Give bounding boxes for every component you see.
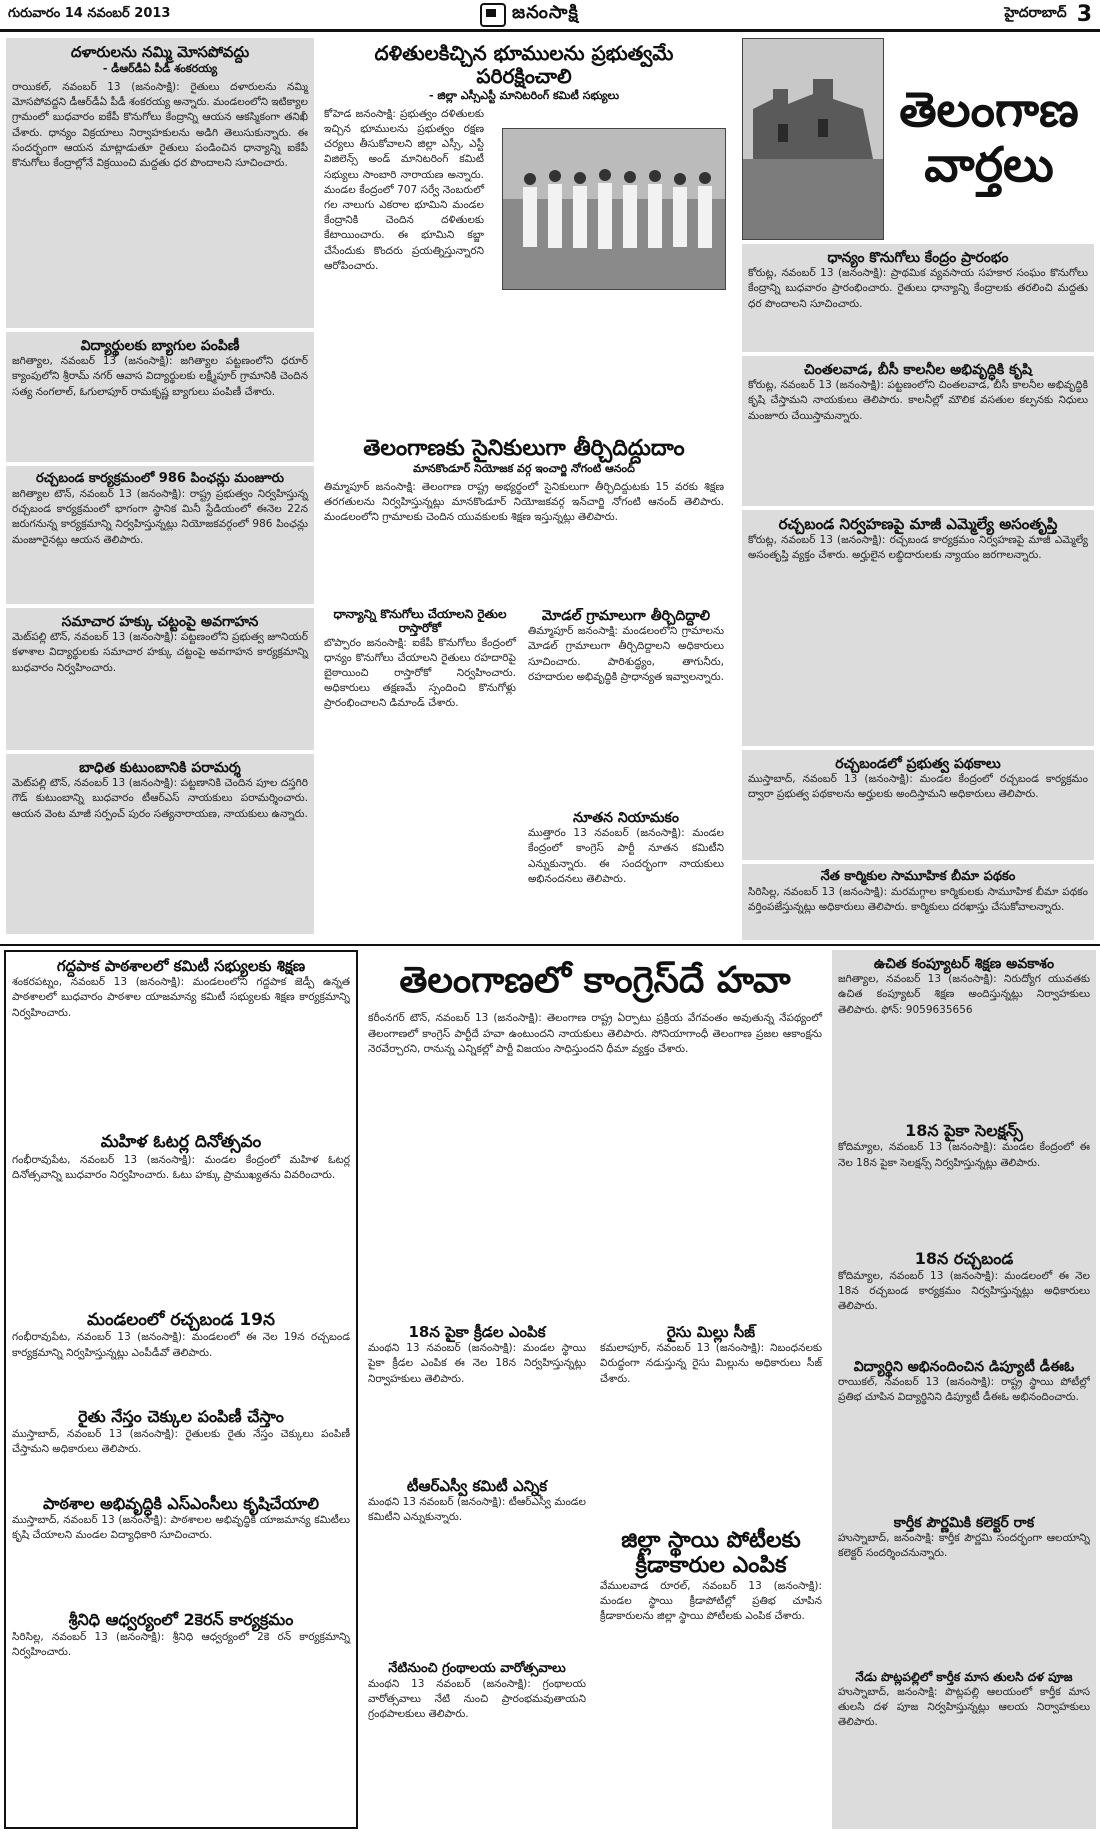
article-body: కోహెడ జనంసాక్షి: ప్రభుత్వం దళితులకు ఇచ్చిన భూములను ప్రభుత్వం రక్షణ చర్యలు తీసుకోవాలని జిల్లా ఎస్సీ, ఎస్టీ విజిలెన్స్ అండ్ మానిటరింగ్ కమిటీ సభ్యులు సాంబారి నారాయణ అన్నారు. మండల కేంద్రంలో 707 సర్వే నెంబరులో గల నాలుగు ఎకరాల భూమిని మండల కేంద్రానికి చెందిన దళితులకు కేటాయించారు. ఈ భూమిని కబ్జా చేసేందుకు కొందరు ప్రయత్నిస్తున్నారని ఆరోపించారు. <box>324 107 484 272</box>
article-body: గంభీరావుపేట, నవంబర్ 13 (జనంసాక్షి): మండల కేంద్రంలో మహిళ ఓటర్ల దినోత్సవాన్ని బుధవారం నిర్వహించారు. ఓటు హక్కు ప్రాముఖ్యతను వివరించారు. <box>12 1153 350 1182</box>
article-headline: నేత కార్మికుల సామూహిక బీమా పథకం <box>820 869 1016 884</box>
article-headline: 18న పైకా సెలక్షన్స్ <box>905 1121 1023 1141</box>
article-bags-distribution <box>6 332 314 462</box>
article-model-villages <box>524 604 728 804</box>
article-headline: ధాన్యం కొనుగోలు కేంద్రం ప్రారంభం <box>827 250 1009 266</box>
article-headline: రైతు నేస్తం చెక్కుల పంపిణీ చేస్తాం <box>78 1407 284 1427</box>
article-body: హుస్నాబాద్, జనంసాక్షి: పొట్లపల్లి ఆలయంలో కార్తీక మాస తులసి దళ పూజ నిర్వహిస్తున్నట్లు ఆలయ నిర్వాహకులు తెలిపారు. <box>838 1685 1090 1729</box>
article-headline: టీఆర్ఎస్వీ కమిటీ ఎన్నిక <box>406 1477 548 1495</box>
article-headline: తెలంగాణకు సైనికులుగా తీర్చిదిద్దుదాం <box>363 436 685 461</box>
article-body: కోదిమ్యాల, నవంబర్ 13 (జనంసాక్షి): మండలంలో ఈ నెల 18న రచ్చబండ కార్యక్రమం నిర్వహిస్తున్నట్లు అధికారులు తెలిపారు. <box>838 1269 1090 1313</box>
article-body: ముస్తాబాద్, నవంబర్ 13 (జనంసాక్షి): రైతులకు రైతు నేస్తం చెక్కులు పంపిణీ చేస్తామని అధికారులు తెలిపారు. <box>12 1427 350 1455</box>
article-body: కమలాపూర్, నవంబర్ 13 (జనంసాక్షి): నిబంధనలకు విరుద్ధంగా నడుస్తున్న రైసు మిల్లును అధికారులు సీజ్ చేశారు. <box>600 1342 822 1385</box>
article-headline: కార్తీక పౌర్ణమికి కలెక్టర్ రాక <box>893 1514 1035 1531</box>
article-grain-dealers <box>6 38 314 328</box>
article-trsv-committee <box>364 1474 590 1654</box>
article-body: సిరిసిల్ల, నవంబర్ 13 (జనంసాక్షి): మరమగ్గాల కార్మికులకు సామూహిక బీమా పథకం వర్తింపజేస్తున్నట్లు అధికారులు తెలిపారు. కార్మికులు దరఖాస్తు చేసుకోవాలన్నారు. <box>748 885 1088 914</box>
article-body: మెట్‌పల్లి టౌన్, నవంబర్ 13 (జనంసాక్షి): పట్టణానికి చెందిన పూల దస్తగిరి గౌడ్ కుటుంబాన్ని బుధవారం టీఆర్ఎస్ నాయకులు పరామర్శించారు. ఆయన వెంట మాజీ సర్పంచ్ పురం సత్యనారాయణ, నాయకులు ఉన్నారు. <box>12 777 308 820</box>
article-headline: తెలంగాణలో కాంగ్రెస్‌దే హవా <box>399 960 791 1001</box>
article-grain-center-open <box>742 244 1094 352</box>
article-body: కోరుట్ల, నవంబర్ 13 (జనంసాక్షి): రచ్చబండ కార్యక్రమం నిర్వహణపై మాజీ ఎమ్మెల్యే అసంతృప్తి వ్యక్తం చేశారు. అర్హులైన లబ్ధిదారులకు న్యాయం జరగాలన్నారు. <box>748 534 1088 562</box>
article-headline: మోడల్ గ్రామాలుగా తీర్చిదిద్దాలి <box>541 608 711 624</box>
article-headline: 18న రచ్చబండ <box>914 1249 1014 1269</box>
article-headline: మహిళ ఓటర్ల దినోత్సవం <box>100 1132 262 1153</box>
article-body: కోదిమ్యాల, నవంబర్ 13 (జనంసాక్షి): మండల కేంద్రంలో ఈ నెల 18న పైకా సెలక్షన్స్ నిర్వహిస్తున్నట్లు తెలిపారు. <box>838 1141 1090 1169</box>
article-headline: 18న పైకా క్రీడల ఎంపిక <box>408 1323 546 1341</box>
article-body: మంథని 13 నవంబర్ (జనంసాక్షి): గ్రంథాలయ వారోత్సవాలు నేటి నుంచి ప్రారంభమవుతాయని గ్రంథపాలకులు తెలిపారు. <box>368 1677 586 1721</box>
article-body: జగిత్యాల, నవంబర్ 13 (జనంసాక్షి): జగిత్యాల పట్టణంలోని ధరూర్ క్యాంపులోని శ్రీరామ్ నగర్ ఆవాస విద్యార్థులకు లక్ష్మీపూర్ గ్రామానికి చెందిన సత్య నంగలాల్, ఓగులాపూర్ రామకృష్ణ బ్యాగులు పంపిణీ చేశారు. <box>12 355 308 398</box>
article-body: శంకరపట్నం, నవంబర్ 13 (జనంసాక్షి): మండలంలోని గద్దపాక జెడ్పీ ఉన్నత పాఠశాలలో బుధవారం పాఠశాల యాజమాన్య కమిటీ సభ్యులకు శిక్షణ కార్యక్రమాన్ని నిర్వహించారు. <box>12 976 350 1019</box>
article-headline: గద్దపాక పాఠశాలలో కమిటీ సభ్యులకు శిక్షణ <box>56 957 306 975</box>
masthead-logo-icon <box>480 3 506 27</box>
article-headline: విద్యార్థులకు బ్యాగుల పంపిణీ <box>80 338 240 354</box>
article-headline: నేటినుంచి గ్రంథాలయ వారోత్సవాలు <box>388 1661 566 1676</box>
page-number: 3 <box>1076 2 1092 27</box>
article-headline: రచ్చబండ కార్యక్రమంలో 986 పింఛన్లు మంజూరు <box>36 471 284 486</box>
article-body: తిమ్మాపూర్ జనంసాక్షి: తెలంగాణ రాష్ట్ర అభ్యర్థంలో సైనికులుగా తీర్చిదిద్దుటకు 15 వరకు శిక్షణ తరగతులను నిర్వహిస్తున్నట్లు మానకొండూర్ నియోజకవర్గ ఇన్‌చార్జి నోగంటి ఆనంద్ తెలిపారు. మండలంలోని గ్రామాలకు చెందిన యువకులకు శిక్షణ ఇస్తున్నట్లు తెలిపారు. <box>324 480 724 524</box>
edition-city: హైదరాబాద్ <box>1004 5 1067 21</box>
article-body: జగిత్యాల టౌన్, నవంబర్ 13 (జనంసాక్షి): రాష్ట్ర ప్రభుత్వం నిర్వహిస్తున్న రచ్చబండ కార్యక్రమంలో భాగంగా స్థానిక మినీ స్టేడియంలో ఈనెల 22న జరుగనున్న కార్యక్రమాన్ని నిర్వహిస్తున్నట్లు నియోజకవర్గంలో 986 పింఛన్లు మంజూరైనట్లు ఆయన తెలిపారు. <box>12 487 308 546</box>
article-weavers-insurance <box>742 864 1094 940</box>
article-paika-sports <box>364 1320 590 1470</box>
article-body: గంభీరావుపేట, నవంబర్ 13 (జనంసాక్షి): మండలంలో ఈ నెల 19న రచ్చబండ కార్యక్రమాన్ని నిర్వహిస్తున్నట్లు ఎంపీడీవో తెలిపారు. <box>12 1331 350 1359</box>
article-body: హుస్నాబాద్, జనంసాక్షి: కార్తీక పౌర్ణమి సందర్భంగా ఆలయాన్ని కలెక్టర్ సందర్శించనున్నారు. <box>838 1532 1090 1560</box>
article-body: రాయికల్, నవంబర్ 13 (జనంసాక్షి): రాష్ట్ర స్థాయి పోటీల్లో ప్రతిభ చూపిన విద్యార్థినిని డిప్యూటీ డీఈఓ అభినందించారు. <box>838 1375 1090 1404</box>
article-subhead: - జిల్లా ఎస్సీఎస్టీ మానిటరింగ్ కమిటీ సభ్యులు <box>428 89 620 102</box>
article-congress-wave <box>364 950 826 1320</box>
article-headline: సమాచార హక్కు చట్టంపై అవగాహన <box>61 614 259 630</box>
article-body: వేములవాడ రూరల్, నవంబర్ 13 (జనంసాక్షి): మండల స్థాయి క్రీడాపోటీల్లో ప్రతిభ చూపిన క్రీడాకారులను జిల్లా స్థాయి పోటీలకు ఎంపిక చేశారు. <box>600 1579 822 1623</box>
article-body: కరీంనగర్ టౌన్, నవంబర్ 13 (జనంసాక్షి): తెలంగాణ రాష్ట్ర ఏర్పాటు ప్రక్రియ వేగవంతం అవుతున్న నేపథ్యంలో తెలంగాణలో కాంగ్రెస్ పార్టీదే హవా ఉంటుందని నాయకులు తెలిపారు. సోనియాగాంధీ తెలంగాణ ప్రజల ఆకాంక్షను నెరవేర్చారని, రానున్న ఎన్నికల్లో పార్టీ విజయం సాధిస్తుందని ధీమా వ్యక్తం చేశారు. <box>368 1012 822 1055</box>
article-headline: రైసు మిల్లు సీజ్ <box>666 1323 756 1341</box>
fort-ruins-icon <box>743 39 883 239</box>
article-body: కోరుట్ల, నవంబర్ 13 (జనంసాక్షి): పట్టణంలోని చింతలవాడ, బీసీ కాలనీల అభివృద్ధికి కృషి చేస్తామని నాయకులు తెలిపారు. కాలనీల్లో మౌలిక వసతుల కల్పనకు నిధులు మంజూరు చేయిస్తామన్నారు. <box>748 379 1088 422</box>
article-headline: పాఠశాల అభివృద్ధికి ఎస్ఎంసీలు కృషిచేయాలి <box>43 1493 319 1513</box>
article-headline: ఉచిత కంప్యూటర్ శిక్షణ అవకాశం <box>873 956 1055 972</box>
group-photo-icon <box>503 129 725 289</box>
article-pensions-sanctioned <box>6 466 314 604</box>
article-body: రాయికల్, నవంబర్ 13 (జనంసాక్షి): రైతులు దళారులను నమ్మి మోసపోవద్దని డీఆర్‌డీఏ పీడీ శంకరయ్య అన్నారు. మండలంలోని ఇటిక్యాల గ్రామంలో బుధవారం ఐకేపీ కొనుగోలు కేంద్రాన్ని ఆయన ఆకస్మికంగా తనిఖీ చేశారు. ధాన్యం విక్రయాలు నిర్వాహకులను అడిగి తెలుసుకున్నారు. ఈ సందర్భంగా ఆయన మాట్లాడుతూ రైతులు పండించిన ధాన్యాన్ని ఐకేపీ కొనుగోలు కేంద్రాల్లోనే విక్రయించి మద్దతు ధర పొందాలని సూచించారు. <box>12 80 308 169</box>
masthead-title: జనంసాక్షి <box>512 2 579 23</box>
article-headline: రచ్చబండలో ప్రభుత్వ పథకాలు <box>835 756 1001 772</box>
article-former-mla-dissatisfied <box>742 510 1094 746</box>
article-headline: నూతన నియామకం <box>573 810 679 826</box>
article-farmers-rasta-roko <box>320 604 520 940</box>
article-headline: జిల్లా స్థాయి పోటీలకు క్రీడాకారుల ఎంపిక <box>621 1528 801 1579</box>
article-body: సిరిసిల్ల, నవంబర్ 13 (జనంసాక్షి): శ్రీనిధి ఆధ్వర్యంలో 2కె రన్ కార్యక్రమాన్ని నిర్వహించారు. <box>12 1630 350 1658</box>
banner-line1: తెలంగాణ <box>899 81 1079 138</box>
fort-photo <box>742 38 884 240</box>
banner-line2: వార్తలు <box>924 137 1054 193</box>
issue-date: గురువారం 14 నవంబర్ 2013 <box>8 5 171 21</box>
article-headline: విద్యార్థిని అభినందించిన డిప్యూటీ డీఈఓ <box>853 1358 1075 1375</box>
article-rice-mill-seized <box>596 1320 826 1520</box>
section-banner <box>884 38 1094 238</box>
article-headline: శ్రీనిధి ఆధ్వర్యంలో 2కెరన్ కార్యక్రమం <box>68 1610 294 1630</box>
article-body: తిమ్మాపూర్ జనంసాక్షి: మండలంలోని గ్రామాలను మోడల్ గ్రామాలుగా తీర్చిదిద్దాలని అధికారులు సూచించారు. పారిశుద్ధ్యం, తాగునీరు, రహదారుల అభివృద్ధికి ప్రాధాన్యత ఇవ్వాలన్నారు. <box>528 625 724 683</box>
article-new-appointment <box>524 806 728 940</box>
article-colonies-development <box>742 356 1094 506</box>
article-body: మంథని 13 నవంబర్ (జనంసాక్షి): టీఆర్ఎస్వీ మండల కమిటీని ఎన్నుకున్నారు. <box>368 1496 586 1524</box>
article-telangana-soldiers <box>320 432 728 602</box>
article-body: ముస్తాబాద్, నవంబర్ 13 (జనంసాక్షి): పాఠశాలల అభివృద్ధికి యాజమాన్య కమిటీలు కృషి చేయాలని మండల విద్యాధికారి సూచించారు. <box>12 1514 350 1542</box>
article-library-week <box>364 1658 590 1829</box>
article-headline: దళారులను నమ్మి మోసపోవద్దు <box>70 43 250 61</box>
article-government-schemes <box>742 750 1094 860</box>
section-divider <box>0 944 1100 946</box>
article-headline: దళితులకిచ్చిన భూములను ప్రభుత్వమే పరిరక్షించాలి <box>374 41 674 88</box>
article-body: బొప్పారం జనంసాక్షి: ఐకేపీ కొనుగోలు కేంద్రంలో ధాన్యం కొనుగోలు చేయాలని రైతులు రహదారిపై బైఠాయించి రాస్తారోకో నిర్వహించారు. అధికారులు తక్షణమే స్పందించి కొనుగోళ్లు ప్రారంభించాలని డిమాండ్ చేశారు. <box>324 636 516 710</box>
article-rti-awareness <box>6 608 314 750</box>
news-photo-group <box>502 128 726 290</box>
article-body: మెట్‌పల్లి టౌన్, నవంబర్ 13 (జనంసాక్షి): పట్టణంలోని ప్రభుత్వ జూనియర్ కళాశాల విద్యార్థులకు సమాచార హక్కు చట్టంపై అవగాహన కార్యక్రమాన్ని బుధవారం నిర్వహించారు. <box>12 631 308 674</box>
article-headline: బాధిత కుటుంబానికి పరామర్శ <box>79 760 241 776</box>
article-headline: చింతలవాడ, బీసీ కాలనీల అభివృద్ధికి కృషి <box>804 362 1032 378</box>
article-subhead: - డీఆర్‌డీఏ పీడీ శంకరయ్య <box>102 62 218 76</box>
masthead-logo <box>480 2 579 27</box>
article-headline: మండలంలో రచ్చబండ 19న <box>87 1309 275 1330</box>
article-family-consolation <box>6 754 314 934</box>
article-body: ముస్తాబాద్, నవంబర్ 13 (జనంసాక్షి): మండల కేంద్రంలో రచ్చబండ కార్యక్రమం ద్వారా ప్రభుత్వ పథకాలను అర్హులకు అందిస్తామని అధికారులు తెలిపారు. <box>748 773 1088 801</box>
article-headline: ధాన్యాన్ని కొనుగోలు చేయాలని రైతుల రాస్తారోకో <box>333 607 507 635</box>
article-body: మంథని 13 నవంబర్ (జనంసాక్షి): మండల స్థాయి పైకా క్రీడల ఎంపిక ఈ నెల 18న నిర్వహిస్తున్నట్లు నిర్వాహకులు తెలిపారు. <box>368 1342 586 1385</box>
bottom-right-column <box>832 950 1096 1829</box>
article-players-selection <box>596 1524 826 1829</box>
article-body: కోరుట్ల, నవంబర్ 13 (జనంసాక్షి): ప్రాథమిక వ్యవసాయ సహకార సంఘం కొనుగోలు కేంద్రాన్ని బుధవారం ప్రారంభించారు. రైతులు ధాన్యాన్ని కేంద్రాలకు తరలించి మద్దతు ధర పొందాలని సూచించారు. <box>748 267 1088 310</box>
bottom-left-column <box>4 950 358 1829</box>
page-header <box>0 0 1100 32</box>
article-headline: నేడు పొట్లపల్లిలో కార్తీక మాస తులసి దళ పూజ <box>855 1670 1073 1685</box>
article-headline: రచ్చబండ నిర్వహణపై మాజీ ఎమ్మెల్యే అసంతృప్తి <box>778 515 1058 533</box>
article-subhead: మానకొండూర్ నియోజక వర్గ ఇంచార్జి నోగంటి ఆనంద్ <box>413 462 635 476</box>
article-body: ముత్తారం 13 నవంబర్ (జనంసాక్షి): మండల కేంద్రంలో కాంగ్రెస్ పార్టీ నూతన కమిటీని ఎన్నుకున్నారు. ఈ సందర్భంగా నాయకులు అభినందనలు తెలిపారు. <box>528 827 724 885</box>
article-body: జగిత్యాల, నవంబర్ 13 (జనంసాక్షి): నిరుద్యోగ యువతకు ఉచిత కంప్యూటర్ శిక్షణ అందిస్తున్నట్లు నిర్వాహకులు తెలిపారు. ఫోన్: 9059635656 <box>838 973 1090 1016</box>
